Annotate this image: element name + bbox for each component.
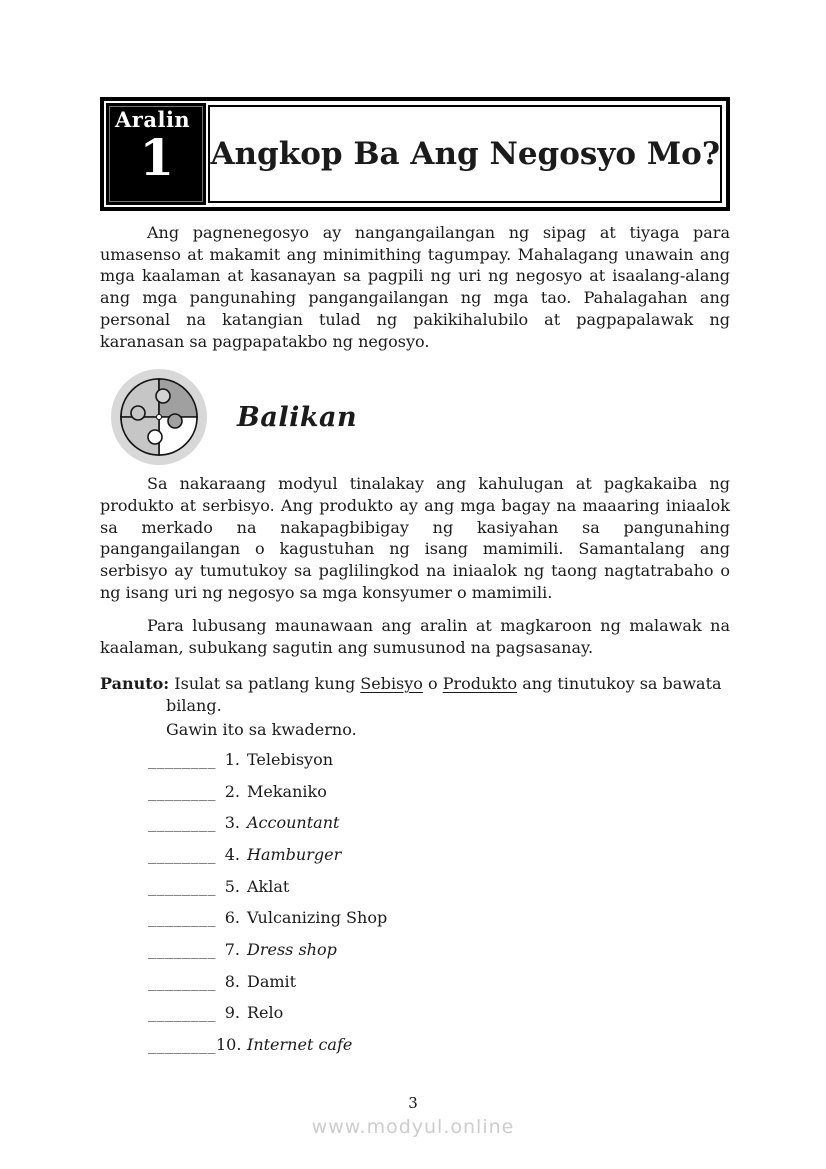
puzzle-circle-icon: [109, 367, 209, 467]
balikan-paragraph-1: Sa nakaraang modyul tinalakay ang kahulugan at pagkakaiba ng produkto at serbisyo. Ang produkto ay ang mga bagay na maaaring iniaalok sa merkado na nakapagbibigay ng kasiyahan sa pangunahing pangangailangan o kagustuhan ng isang mamimili. Samantalang ang serbisyo ay tumutukoy sa paglilingkod na iniaalok ng taong nagtatrabaho o ng isang uri ng negosyo sa mga konsyumer o mamimili.: [100, 474, 730, 602]
panuto-line-2: Gawin ito sa kwaderno.: [166, 719, 357, 739]
panuto-text-3: ang tinutukoy sa bawata bilang.: [166, 673, 722, 715]
term-produkto: Produkto: [442, 673, 518, 693]
item-label: Internet cafe: [247, 1035, 353, 1055]
item-label: Damit: [247, 971, 297, 991]
item-label: Mekaniko: [247, 781, 327, 801]
lesson-header: [100, 97, 730, 211]
lesson-number-box: [106, 103, 206, 205]
item-label: Telebisyon: [247, 749, 334, 769]
exercise-item-5: [148, 876, 730, 897]
item-label: Dress shop: [247, 939, 337, 959]
lesson-label: Aralin: [115, 107, 191, 132]
exercise-list: [148, 749, 730, 1055]
answer-blank: ________: [148, 1035, 216, 1055]
answer-blank: ________: [148, 813, 216, 833]
term-sebisyo: Sebisyo: [360, 673, 423, 693]
answer-blank: ________: [148, 939, 216, 959]
exercise-item-4: [148, 844, 730, 865]
item-number: 1.: [224, 749, 240, 769]
item-label: Vulcanizing Shop: [247, 908, 388, 928]
intro-paragraph: Ang pagnenegosyo ay nangangailangan ng sipag at tiyaga para umasenso at makamit ang minimithing tagumpay. Mahalagang unawain ang mga kaalaman at kasanayan sa pagpili ng uri ng negosyo at isaalang-alang ang mga pangunahing pangangailangan ng mga tao. Pahalagahan ang personal na katangian tulad ng pakikihalubilo at pagpapalawak ng karanasan sa pagpapatakbo ng negosyo.: [100, 223, 730, 351]
item-number: 4.: [224, 844, 240, 864]
answer-blank: ________: [148, 1003, 216, 1023]
item-number: 9.: [224, 1003, 240, 1023]
answer-blank: ________: [148, 749, 216, 769]
lesson-number: 1: [139, 128, 175, 188]
panuto-text-1: Isulat sa patlang kung: [169, 673, 361, 693]
item-number: 6.: [224, 908, 240, 928]
answer-blank: ________: [148, 876, 216, 896]
item-number: 10.: [216, 1035, 242, 1055]
exercise-item-7: [148, 939, 730, 960]
item-number: 7.: [224, 939, 240, 959]
exercise-item-8: [148, 971, 730, 992]
exercise-item-6: [148, 907, 730, 928]
lesson-title-box: [208, 105, 722, 203]
page-number: 3: [408, 1094, 418, 1112]
answer-blank: ________: [148, 781, 216, 801]
item-label: Relo: [247, 1003, 284, 1023]
answer-blank: ________: [148, 844, 216, 864]
exercise-item-1: [148, 749, 730, 770]
answer-blank: ________: [148, 971, 216, 991]
balikan-paragraph-2: Para lubusang maunawaan ang aralin at magkaroon ng malawak na kaalaman, subukang sagutin ang sumusunod na pagsasanay.: [100, 616, 730, 658]
watermark: www.modyul.online: [311, 1116, 515, 1138]
item-number: 8.: [224, 971, 240, 991]
item-label: Accountant: [247, 813, 340, 833]
panuto-label: Panuto:: [100, 673, 170, 693]
answer-blank: ________: [148, 908, 216, 928]
lesson-title: Angkop Ba Ang Negosyo Mo?: [210, 136, 720, 172]
item-label: Aklat: [247, 876, 290, 896]
exercise-item-2: [148, 781, 730, 802]
item-number: 3.: [224, 813, 240, 833]
item-number: 5.: [224, 876, 240, 896]
balikan-section-header: [100, 367, 730, 467]
exercise-item-3: [148, 812, 730, 833]
panuto-text-2: o: [422, 673, 443, 693]
panuto-instruction: [100, 673, 730, 741]
exercise-item-9: [148, 1002, 730, 1023]
balikan-heading: Balikan: [237, 401, 358, 433]
item-label: Hamburger: [247, 844, 342, 864]
exercise-item-10: [148, 1034, 730, 1055]
item-number: 2.: [224, 781, 240, 801]
